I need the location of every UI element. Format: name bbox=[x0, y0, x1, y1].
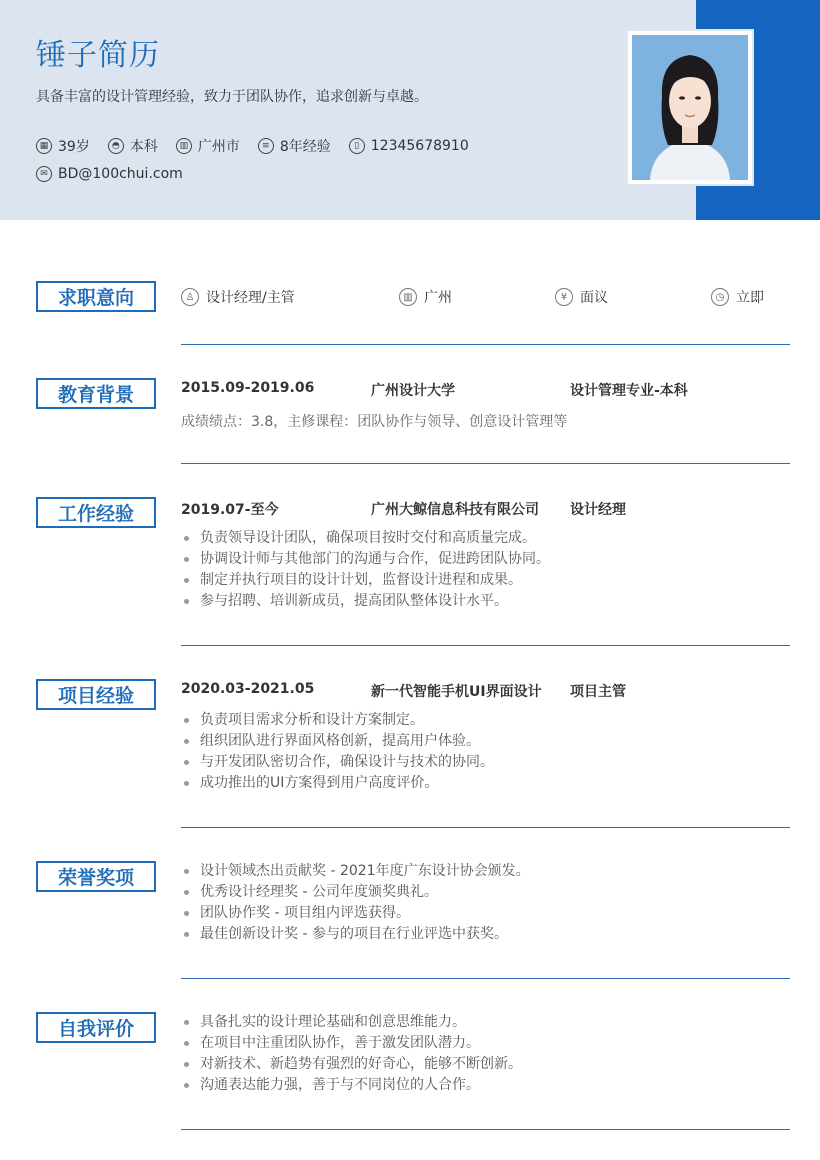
info-phone-text: 12345678910 bbox=[370, 138, 469, 154]
info-age bbox=[36, 136, 90, 156]
work-date: 2019.07-至今 bbox=[181, 502, 279, 518]
divider bbox=[181, 344, 790, 345]
clock-icon: ◷ bbox=[711, 288, 729, 306]
list-item: 参与招聘、培训新成员，提高团队整体设计水平。 bbox=[181, 591, 550, 612]
list-item: 在项目中注重团队协作，善于激发团队潜力。 bbox=[181, 1033, 522, 1054]
intent-position-text: 设计经理/主管 bbox=[206, 290, 295, 306]
divider bbox=[181, 645, 790, 646]
list-item: 设计领域杰出贡献奖 - 2021年度广东设计协会颁发。 bbox=[181, 861, 530, 882]
list-item: 团队协作奖 - 项目组内评选获得。 bbox=[181, 903, 530, 924]
work-bullets bbox=[181, 528, 550, 612]
list-item: 制定并执行项目的设计计划，监督设计进程和成果。 bbox=[181, 570, 550, 591]
education-detail: 成绩绩点：3.8，主修课程：团队协作与领导、创意设计管理等 bbox=[181, 414, 568, 430]
intent-position bbox=[181, 287, 295, 307]
list-item: 负责领导设计团队，确保项目按时交付和高质量完成。 bbox=[181, 528, 550, 549]
list-item: 具备扎实的设计理论基础和创意思维能力。 bbox=[181, 1012, 522, 1033]
basic-info-row bbox=[36, 136, 487, 156]
divider bbox=[181, 1129, 790, 1130]
self-evaluation-bullets bbox=[181, 1012, 522, 1096]
honors-bullets bbox=[181, 861, 530, 945]
city-icon: ▥ bbox=[176, 138, 192, 154]
info-age-text: 39岁 bbox=[58, 139, 90, 155]
info-email-text: BD@100chui.com bbox=[58, 166, 183, 182]
list-item: 沟通表达能力强，善于与不同岗位的人合作。 bbox=[181, 1075, 522, 1096]
portrait-illustration bbox=[632, 35, 748, 180]
list-item: 协调设计师与其他部门的沟通与合作，促进跨团队协同。 bbox=[181, 549, 550, 570]
section-title-honors: 荣誉奖项 bbox=[36, 861, 156, 892]
divider bbox=[181, 463, 790, 464]
profile-photo-frame bbox=[626, 29, 754, 186]
project-name: 新一代智能手机UI界面设计 bbox=[371, 684, 542, 700]
section-title-project: 项目经验 bbox=[36, 679, 156, 710]
list-item: 负责项目需求分析和设计方案制定。 bbox=[181, 710, 494, 731]
info-phone bbox=[349, 138, 469, 154]
list-item: 组织团队进行界面风格创新，提高用户体验。 bbox=[181, 731, 494, 752]
mail-icon: ✉ bbox=[36, 166, 52, 182]
list-item: 最佳创新设计奖 - 参与的项目在行业评选中获奖。 bbox=[181, 924, 530, 945]
intent-salary bbox=[555, 287, 608, 307]
tie-icon: ♙ bbox=[181, 288, 199, 306]
education-icon: ◓ bbox=[108, 138, 124, 154]
info-experience bbox=[258, 136, 331, 156]
info-degree bbox=[108, 136, 158, 156]
section-title-intent: 求职意向 bbox=[36, 281, 156, 312]
list-item: 对新技术、新趋势有强烈的好奇心，能够不断创新。 bbox=[181, 1054, 522, 1075]
list-item: 成功推出的UI方案得到用户高度评价。 bbox=[181, 773, 494, 794]
list-item: 与开发团队密切合作，确保设计与技术的协同。 bbox=[181, 752, 494, 773]
info-experience-text: 8年经验 bbox=[279, 139, 331, 155]
salary-icon: ¥ bbox=[555, 288, 573, 306]
info-degree-text: 本科 bbox=[129, 139, 158, 155]
info-email bbox=[36, 166, 183, 182]
experience-icon: ≡ bbox=[258, 138, 274, 154]
project-bullets bbox=[181, 710, 494, 794]
divider bbox=[181, 827, 790, 828]
info-city-text: 广州市 bbox=[197, 139, 240, 155]
education-major: 设计管理专业-本科 bbox=[570, 383, 688, 399]
info-city bbox=[176, 136, 240, 156]
intent-availability-text: 立即 bbox=[736, 290, 764, 306]
birthday-icon: ▦ bbox=[36, 138, 52, 154]
section-title-self-evaluation: 自我评价 bbox=[36, 1012, 156, 1043]
resume-title: 锤子简历 bbox=[36, 38, 160, 73]
intent-city bbox=[399, 287, 452, 307]
email-row bbox=[36, 166, 201, 182]
education-date: 2015.09-2019.06 bbox=[181, 380, 315, 396]
phone-icon: ▯ bbox=[349, 138, 365, 154]
project-date: 2020.03-2021.05 bbox=[181, 681, 315, 697]
project-role: 项目主管 bbox=[570, 684, 626, 700]
work-role: 设计经理 bbox=[570, 502, 626, 518]
work-company: 广州大鲸信息科技有限公司 bbox=[371, 502, 539, 518]
section-title-education: 教育背景 bbox=[36, 378, 156, 409]
education-school: 广州设计大学 bbox=[371, 383, 455, 399]
tagline: 具备丰富的设计管理经验，致力于团队协作，追求创新与卓越。 bbox=[36, 89, 428, 105]
intent-salary-text: 面议 bbox=[580, 290, 608, 306]
intent-availability bbox=[711, 287, 764, 307]
section-title-work: 工作经验 bbox=[36, 497, 156, 528]
divider bbox=[181, 978, 790, 979]
list-item: 优秀设计经理奖 - 公司年度颁奖典礼。 bbox=[181, 882, 530, 903]
building-icon: ▥ bbox=[399, 288, 417, 306]
profile-photo bbox=[632, 35, 748, 180]
intent-city-text: 广州 bbox=[424, 290, 452, 306]
